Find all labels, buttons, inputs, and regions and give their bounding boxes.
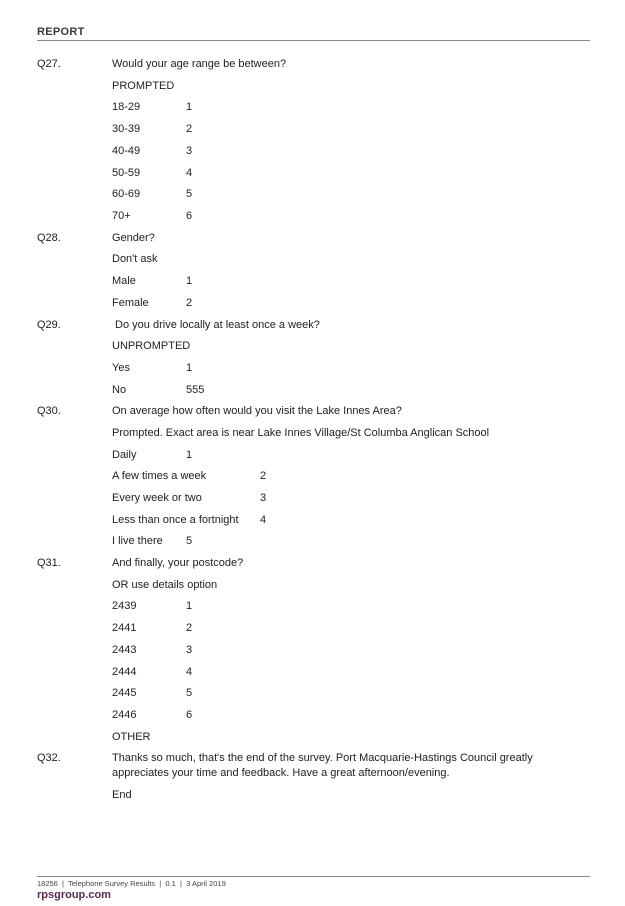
- q27-option-label: 40-49: [112, 145, 141, 157]
- q29-option-label: Yes: [112, 362, 130, 374]
- q28-option-label: Female: [112, 297, 149, 309]
- q27-option-label: 50-59: [112, 167, 141, 179]
- q29-option-label: No: [112, 384, 127, 396]
- footer-divider: [37, 876, 590, 877]
- q31-note: OR use details option: [112, 579, 218, 591]
- q28-option-code: 1: [186, 275, 193, 287]
- header-divider: [37, 40, 590, 41]
- q28-number: Q28.: [37, 232, 61, 244]
- q30-note: Prompted. Exact area is near Lake Innes Village/St Columba Anglican School: [112, 427, 490, 439]
- q30-option-label: I live there: [112, 535, 163, 547]
- q27-option-label: 70+: [112, 210, 131, 222]
- footer-brand: rpsgroup.com: [37, 889, 111, 901]
- q31-option-label: 2439: [112, 600, 137, 612]
- q27-option-label: 30-39: [112, 123, 141, 135]
- q27-option-code: 3: [186, 145, 193, 157]
- q31-option-code: 2: [186, 622, 193, 634]
- q27-option-label: 60-69: [112, 188, 141, 200]
- q28-option-code: 2: [186, 297, 193, 309]
- q31-number: Q31.: [37, 557, 61, 569]
- q31-option-code: 3: [186, 644, 193, 656]
- q27-note: PROMPTED: [112, 80, 175, 92]
- q30-option-label: Less than once a fortnight: [112, 514, 239, 526]
- footer-meta: 18256 | Telephone Survey Results | 0.1 | 3 April 2019: [37, 879, 226, 888]
- q31-option-label: 2443: [112, 644, 137, 656]
- q27-option-code: 6: [186, 210, 193, 222]
- q31-option-label: 2444: [112, 666, 137, 678]
- q31-option-label: 2441: [112, 622, 137, 634]
- q30-option-code: 1: [186, 449, 193, 461]
- q28-option-label: Male: [112, 275, 136, 287]
- q30-option-code: 3: [260, 492, 267, 504]
- q27-option-code: 1: [186, 101, 193, 113]
- q27-option-code: 4: [186, 167, 193, 179]
- q32-end: End: [112, 789, 132, 801]
- q27-number: Q27.: [37, 58, 61, 70]
- q31-option-code: 5: [186, 687, 193, 699]
- q29-option-code: 555: [186, 384, 205, 396]
- q30-option-label: Every week or two: [112, 492, 202, 504]
- q31-option-label: 2445: [112, 687, 137, 699]
- q31-text: And finally, your postcode?: [112, 557, 244, 569]
- q32-text: Thanks so much, that's the end of the survey. Port Macquarie-Hastings Council greatly appreciates your time and feedback. Have a great afternoon/evening.: [112, 752, 533, 779]
- q30-text: On average how often would you visit the Lake Innes Area?: [112, 405, 402, 417]
- q27-option-label: 18-29: [112, 101, 141, 113]
- q30-option-code: 5: [186, 535, 193, 547]
- q29-option-code: 1: [186, 362, 193, 374]
- q27-option-code: 2: [186, 123, 193, 135]
- q31-other-option: OTHER: [112, 731, 151, 743]
- q27-option-code: 5: [186, 188, 193, 200]
- q29-number: Q29.: [37, 319, 61, 331]
- q30-option-code: 4: [260, 514, 267, 526]
- q31-option-code: 1: [186, 600, 193, 612]
- q30-option-label: A few times a week: [112, 470, 207, 482]
- q28-text: Gender?: [112, 232, 155, 244]
- q31-option-label: 2446: [112, 709, 137, 721]
- q29-text: Do you drive locally at least once a week?: [112, 319, 320, 331]
- q30-option-code: 2: [260, 470, 267, 482]
- q31-option-code: 6: [186, 709, 193, 721]
- q30-option-label: Daily: [112, 449, 137, 461]
- q27-text: Would your age range be between?: [112, 58, 287, 70]
- q30-number: Q30.: [37, 405, 61, 417]
- q28-note: Don't ask: [112, 253, 158, 265]
- page-header-title: REPORT: [37, 26, 85, 38]
- q31-option-code: 4: [186, 666, 193, 678]
- q32-number: Q32.: [37, 752, 61, 764]
- q29-note: UNPROMPTED: [112, 340, 191, 352]
